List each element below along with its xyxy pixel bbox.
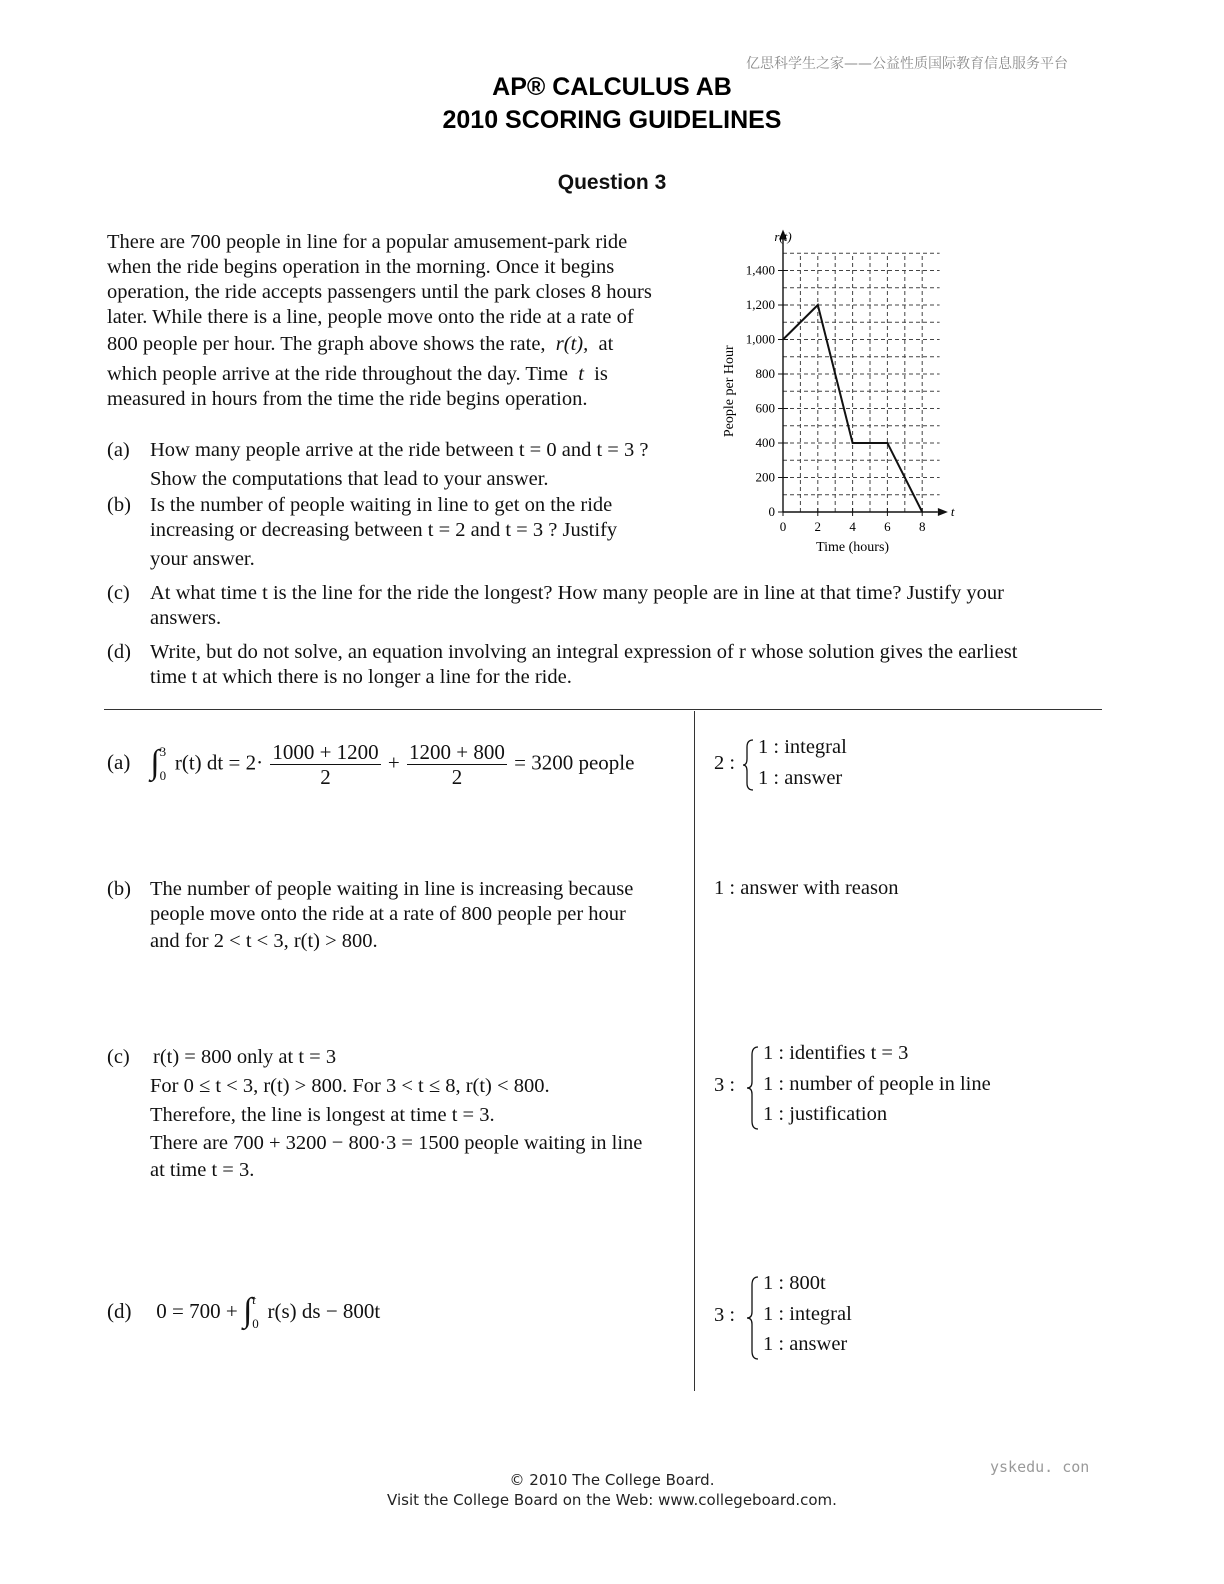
question-d: (d) Write, but do not solve, an equation involving an integral expression of r whose solution gives the earliest time t at which there is no longer a line for the ride. [107, 641, 1018, 688]
solution-c: (c) r(t) = 800 only at t = 3 For 0 ≤ t < 3, r(t) > 800. For 3 < t ≤ 8, r(t) < 800. Therefore, the line is longest at time t = 3. There are 700 + 3200 − 800·3 = 1500 people waiting in line at time t = 3. [107, 1046, 643, 1181]
y-tick-label: 400 [755, 435, 775, 450]
question-a: (a) How many people arrive at the ride between t = 0 and t = 3 ? Show the computations that lead to your answer. [107, 439, 649, 490]
title-line2: 2010 SCORING GUIDELINES [442, 106, 782, 134]
title-line1: AP® CALCULUS AB [492, 73, 732, 101]
x-tick-label: 8 [918, 519, 926, 534]
brace-icon [746, 1275, 760, 1361]
y-tick-label: 1,200 [745, 297, 775, 312]
y-tick-label: 1,400 [745, 262, 775, 278]
chart-t-axis-label: t [950, 504, 955, 519]
integral-sign: ∫ [150, 743, 160, 781]
solution-d: (d) 0 = 700 + ∫ t 0 r(s) ds − 800t [107, 1292, 381, 1331]
brace-icon [742, 738, 756, 792]
chart-xlabel: Time (hours) [816, 540, 890, 555]
points-d: 3 : 1 : 800t 1 : integral 1 : answer [714, 1272, 1014, 1364]
watermark: 亿思科学生之家——公益性质国际教育信息服务平台 [746, 56, 1068, 72]
solution-b: (b) The number of people waiting in line is increasing because people move onto the ride at a rate of 800 people per hour and for 2 < t < 3, r(t) > 800. [107, 878, 634, 952]
chart-title: r(t) [774, 229, 792, 244]
question-heading: Question 3 [557, 171, 667, 194]
intro-line: 800 people per hour. The graph above shows the rate, r(t), at [107, 333, 614, 355]
points-b: 1 : answer with reason [714, 877, 899, 899]
y-tick-label: 0 [768, 504, 775, 519]
x-axis-arrow-icon [938, 508, 948, 516]
x-tick-label: 6 [884, 519, 891, 534]
brace-icon [746, 1045, 760, 1131]
integral-sign: ∫ [242, 1292, 253, 1329]
chart-grid [783, 253, 940, 512]
table-top-rule [104, 709, 1102, 710]
footer-copyright: © 2010 The College Board. [509, 1471, 715, 1489]
solution-a: (a) ∫ 3 0 r(t) dt = 2· $\frac{1000 + 1200}{2}$ + $\frac{1200 + 800}{2}$ = 3200 people [107, 740, 635, 789]
chart-ylabel: People per Hour [722, 345, 737, 438]
y-tick-label: 1,000 [745, 331, 775, 347]
intro-line: operation, the ride accepts passengers until the park closes 8 hours [107, 281, 652, 303]
points-a: 2 : 1 : integral 1 : answer [714, 736, 1014, 792]
question-b: (b) Is the number of people waiting in line to get on the ride increasing or decreasing between t = 2 and t = 3 ? Justify your answer. [107, 494, 618, 570]
site-watermark: yskedu. con [990, 1458, 1090, 1476]
intro-line: measured in hours from the time the ride begins operation. [107, 388, 588, 410]
y-tick-label: 800 [755, 366, 775, 381]
intro-line: which people arrive at the ride throughout the day. Time t is [107, 363, 608, 385]
x-tick-label: 4 [849, 519, 856, 534]
rate-graph [715, 225, 1100, 560]
intro-paragraph [107, 230, 707, 412]
intro-line: later. While there is a line, people move onto the ride at a rate of [107, 306, 634, 328]
footer-link[interactable]: Visit the College Board on the Web: www.collegeboard.com. [387, 1491, 837, 1509]
y-tick-label: 200 [755, 469, 775, 485]
y-tick-label: 600 [755, 400, 775, 416]
x-tick-label: 0 [779, 519, 787, 534]
question-c: (c) At what time t is the line for the ride the longest? How many people are in line at that time? Justify your answers. [107, 582, 1004, 629]
x-tick-label: 2 [814, 519, 822, 534]
points-c: 3 : 1 : identifies t = 3 1 : number of people in line 1 : justification [714, 1042, 1044, 1134]
intro-line: when the ride begins operation in the morning. Once it begins [107, 256, 615, 278]
intro-line: There are 700 people in line for a popular amusement-park ride [107, 231, 628, 253]
table-divider [694, 711, 695, 1391]
